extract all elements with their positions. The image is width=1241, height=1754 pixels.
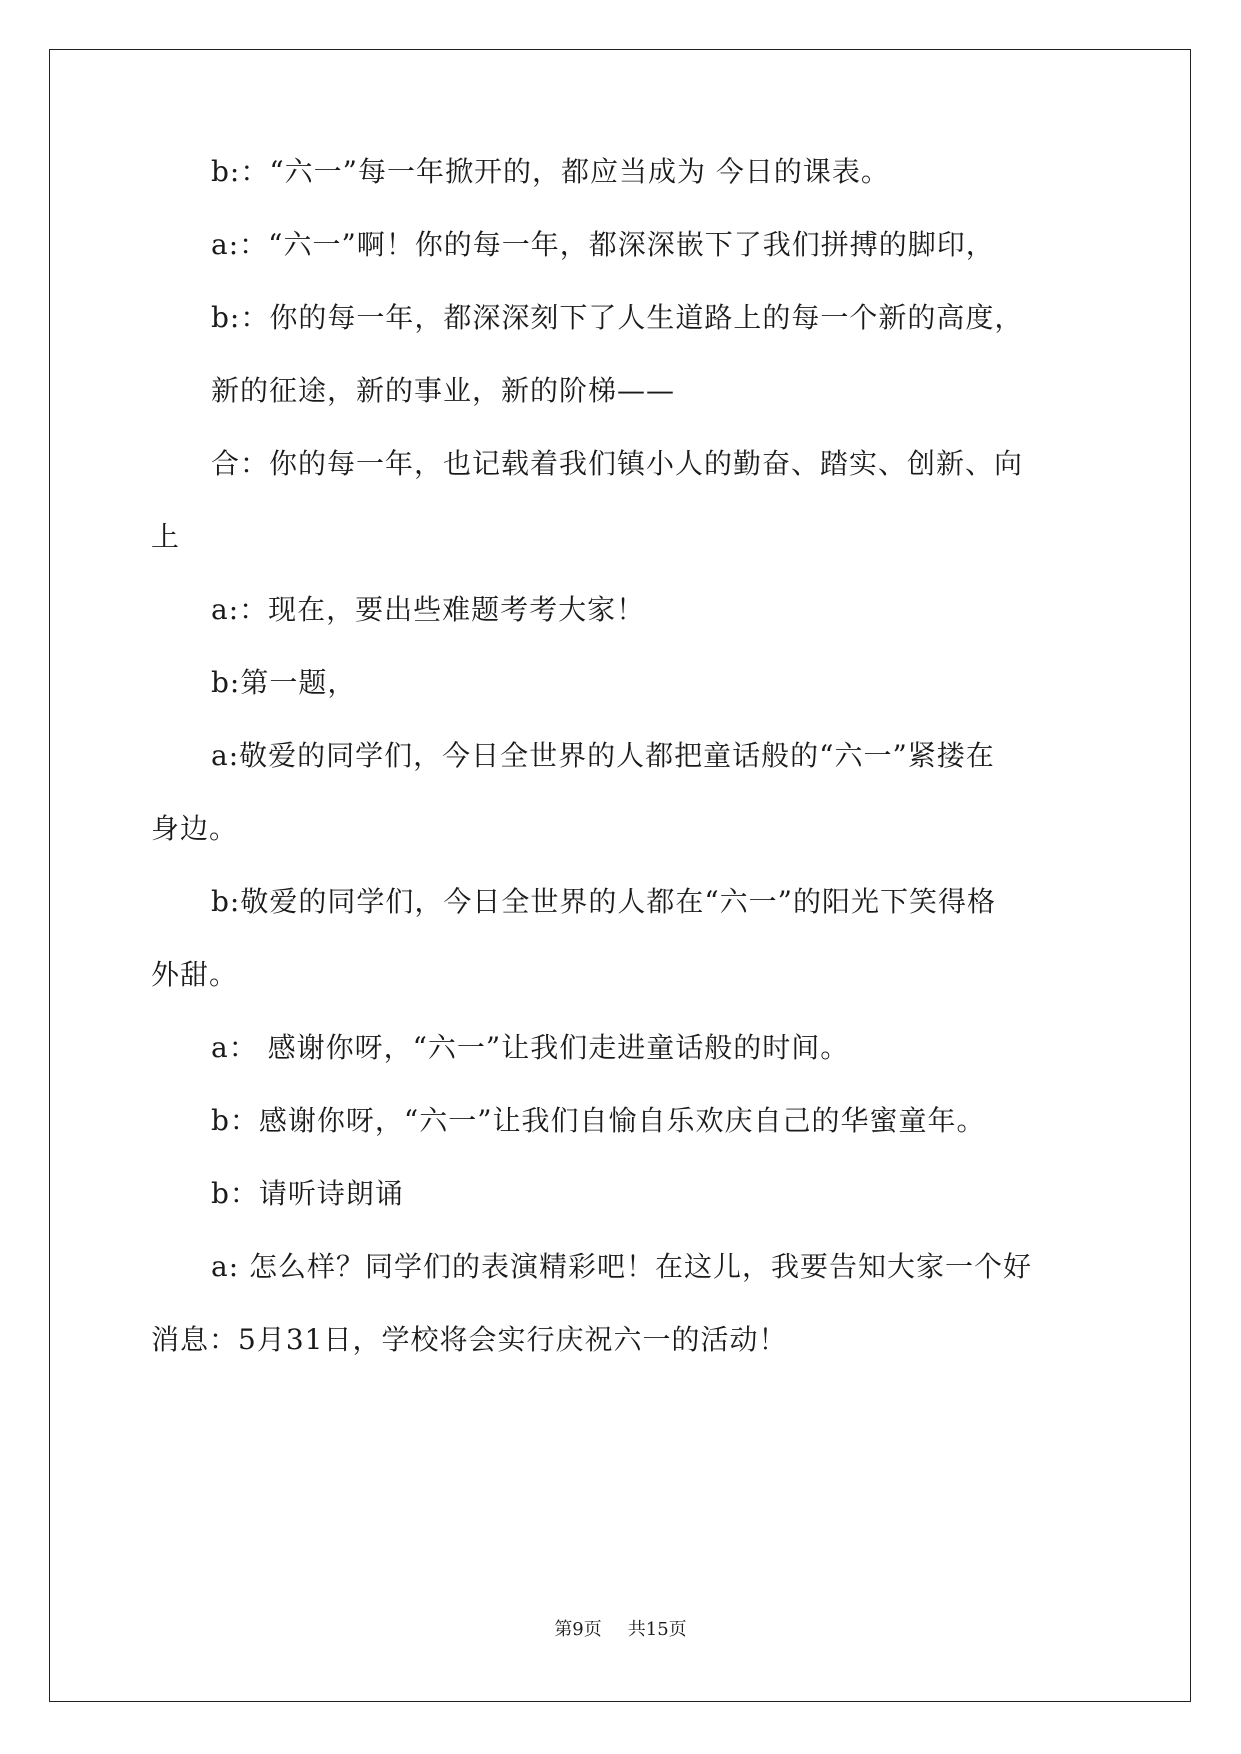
text-line: 上 xyxy=(151,520,181,553)
text-line: b:第一题， xyxy=(211,666,357,699)
text-line: a:：现在，要出些难题考考大家！ xyxy=(211,593,646,626)
text-line: b:：“六一”每一年掀开的，都应当成为 今日的课表。 xyxy=(211,155,890,188)
text-line: 合：你的每一年，也记载着我们镇小人的勤奋、踏实、创新、向 xyxy=(211,447,1024,480)
page-border xyxy=(49,49,1191,1702)
text-line: 新的征途，新的事业，新的阶梯—— xyxy=(211,374,676,407)
text-line: a： 感谢你呀，“六一”让我们走进童话般的时间。 xyxy=(211,1031,850,1064)
text-line: a:：“六一”啊！你的每一年，都深深嵌下了我们拼搏的脚印， xyxy=(211,228,995,261)
text-line: a: 怎么样？同学们的表演精彩吧！在这儿，我要告知大家一个好 xyxy=(211,1250,1033,1283)
text-line: b:敬爱的同学们，今日全世界的人都在“六一”的阳光下笑得格 xyxy=(211,885,996,918)
text-line: b:：你的每一年，都深深刻下了人生道路上的每一个新的高度， xyxy=(211,301,1024,334)
page-number: 第9页 xyxy=(554,1619,602,1640)
page-total: 共15页 xyxy=(627,1619,687,1640)
text-line: 身边。 xyxy=(151,812,239,845)
page-footer xyxy=(0,1618,1241,1642)
text-line: b：请听诗朗诵 xyxy=(211,1177,404,1210)
text-line: a:敬爱的同学们，今日全世界的人都把童话般的“六一”紧搂在 xyxy=(211,739,995,772)
text-line: 消息：5月31日，学校将会实行庆祝六一的活动！ xyxy=(151,1323,788,1356)
text-line: 外甜。 xyxy=(151,958,239,991)
text-line: b：感谢你呀，“六一”让我们自愉自乐欢庆自己的华蜜童年。 xyxy=(211,1104,986,1137)
